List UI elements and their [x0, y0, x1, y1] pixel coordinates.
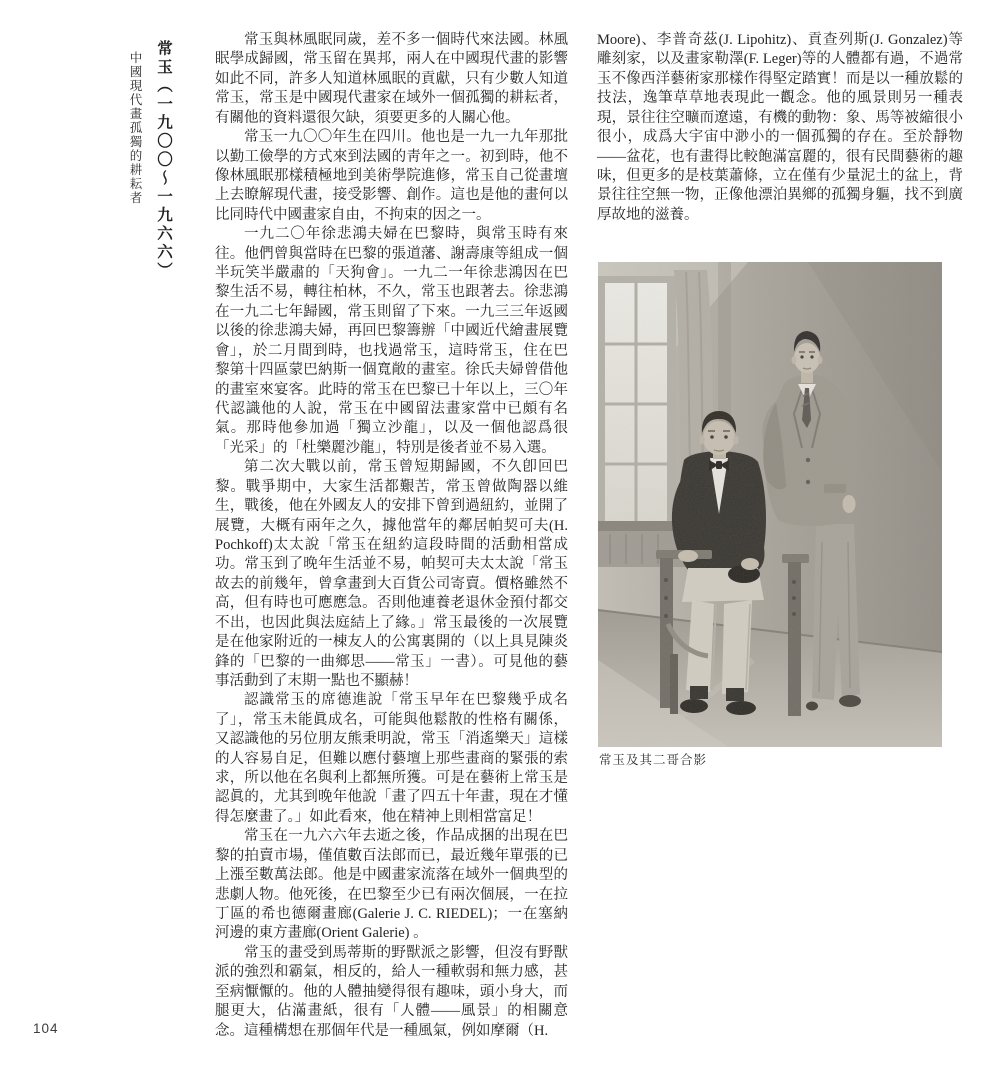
article-paragraph: 常玉與林風眠同歲，差不多一個時代來法國。林風眠學成歸國，常玉留在異邦，兩人在中國現代畫的影響如此不同，許多人知道林風眠的貢獻，只有少數人知道常玉，常玉是中國現代畫家在域外一個孤獨的耕耘者，有關他的資料還很欠缺，須要更多的人關心他。: [215, 32, 568, 126]
article-left-column: [215, 31, 568, 1041]
photo-grain-overlay: [598, 262, 942, 747]
article-paragraph: 常玉的畫受到馬蒂斯的野獸派之影響，但沒有野獸派的強烈和霸氣，相反的，給人一種軟弱和無力感，甚至病懨懨的。他的人體抽變得很有趣味，頭小身大，而腿更大，佔滿畫紙，很有「人體——風景」的相關意念。這種構想在那個年代是一種風氣，例如摩爾（H.: [215, 944, 568, 1039]
article-paragraph: 一九二〇年徐悲鴻夫婦在巴黎時，與常玉時有來往。他們曾與當時在巴黎的張道藩、謝壽康等組成一個半玩笑半嚴肅的「天狗會」。一九二一年徐悲鴻因在巴黎生活不易，轉往柏林，不久，常玉也跟著去。徐悲鴻在一九二七年歸國，常玉則留了下來。一九三三年返國以後的徐悲鴻夫婦，再回巴黎籌辦「中國近代繪畫展覽會」，於二月間到時，也找過常玉，這時常玉，住在巴黎第十四區蒙巴納斯一個寬敞的畫室。徐氏夫婦曾借他的畫室來宴客。此時的常玉在巴黎已十年以上，三〇年代認識他的人說，常玉在中國留法畫家當中已頗有名氣。那時他參加過「獨立沙龍」，以及一個他認爲很「光采」的「杜樂麗沙龍」，特別是後者並不易入選。: [215, 226, 568, 456]
photo-illustration: [598, 262, 942, 747]
photo-sanyu-and-brother: [598, 262, 942, 747]
photo-caption: 常玉及其二哥合影: [599, 753, 708, 767]
chapter-subtitle-vertical: 中國現代畫孤獨的耕耘者: [128, 51, 142, 205]
chapter-title-vertical: 常玉（一九〇〇～一九六六）: [155, 40, 172, 281]
article-paragraph: 常玉一九〇〇年生在四川。他也是一九一九年那批以勤工儉學的方式來到法國的靑年之一。初到時，他不像林風眠那樣積極地到美術學院進修，常玉自己從畫壇上去瞭解現代畫，接受影響、創作。這也是他的畫何以比同時代中國畫家自由，不拘束的因之一。: [215, 129, 568, 223]
article-paragraph: 第二次大戰以前，常玉曾短期歸國，不久卽回巴黎。戰爭期中，大家生活都艱苦，常玉曾做陶器以維生，戰後，他在外國友人的安排下曾到過紐約，並開了展覽，大概有兩年之久，據他當年的鄰居帕契可夫(H. Pochkoff)太太說「常玉在紐約這段時間的活動相當成功。常玉到了晚年生活並不易，帕契可夫太太說「常玉故去的前幾年，曾拿畫到大百貨公司寄賣。價格雖然不高，但有時也可應應急。否則他連養老退休金預付都交不出，也因此與法庭結上了緣。」常玉最後的一次展覽是在他家附近的一棟友人的公寓裏開的（以上具見陳炎鋒的「巴黎的一曲鄉思——常玉」一書）。可見他的藝事活動到了末期一點也不顯赫！: [215, 459, 568, 689]
article-paragraph: 認識常玉的席德進說「常玉早年在巴黎幾乎成名了」，常玉未能眞成名，可能與他鬆散的性格有關係，又認識他的另位朋友熊秉明說，常玉「消遙樂天」這樣的人容易自足，但難以應付藝壇上那些畫商的緊張的索求，所以他在名與利上都無所獲。可是在藝術上常玉是認眞的，尤其到晚年他說「畫了四五十年畫，現在才懂得怎麼畫了。」如此看來，他在精神上則相當富足！: [215, 692, 568, 825]
article-right-column: [597, 31, 963, 225]
article-paragraph: 常玉在一九六六年去逝之後，作品成捆的出現在巴黎的拍賣市場，僅值數百法郎而已，最近幾年單張的已上漲至數萬法郎。他是中國畫家流落在域外一個典型的悲劇人物。他死後，在巴黎至少已有兩次個展，一在拉丁區的希也德爾畫廊(Galerie J. C. RIEDEL)；一在塞納河邊的東方畫廊(Orient Galerie) 。: [215, 828, 568, 942]
article-paragraph: Moore)、李普奇茲(J. Lipohitz)、貢查列斯(J. Gonzalez)等雕刻家，以及畫家勒澤(F. Leger)等的人體都有過，不過常玉不像西洋藝術家那樣作得堅定踏實！而是以一種放鬆的技法，逸筆草草地表現此一觀念。他的風景則另一種表現，景往往空曠而遼遠，有機的動物：象、馬等被縮很小很小，成爲大宇宙中渺小的一個孤獨的存在。至於靜物——盆花，也有畫得比較飽滿富麗的，很有民間藝術的趣味，但更多的是枝葉蕭條，立在僅有少量泥土的盆上，背景往往空無一物，正像他漂泊異鄉的孤獨身軀，找不到廣厚故地的滋養。: [597, 32, 963, 223]
page-number: 104: [33, 1021, 59, 1036]
